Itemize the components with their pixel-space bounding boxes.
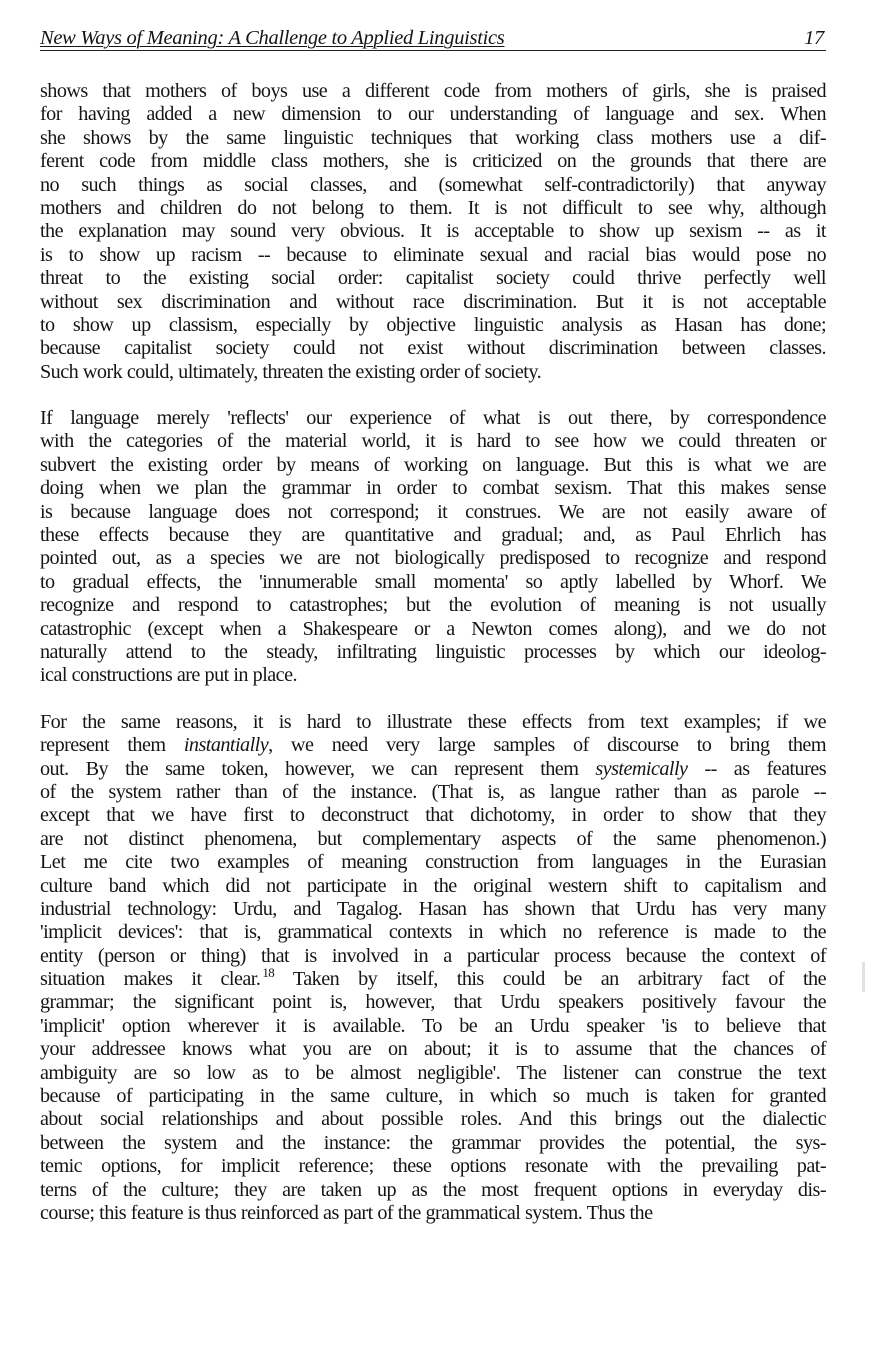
text-line: represent them instantially, we need very large samples of discourse to bring them xyxy=(40,734,826,757)
running-head-title: New Ways of Meaning: A Challenge to Applied Linguistics xyxy=(40,27,505,49)
text-line: course; this feature is thus reinforced as part of the grammatical system. Thus the xyxy=(40,1201,653,1224)
text-line: to gradual effects, the 'innumerable small momenta' so aptly labelled by Whorf. We xyxy=(40,570,826,593)
text-line: because capitalist society could not exist without discrimination between classes. xyxy=(40,337,826,360)
text-line: For the same reasons, it is hard to illustrate these effects from text examples; if we xyxy=(40,710,826,733)
text-line: 'implicit devices': that is, grammatical contexts in which no reference is made to the xyxy=(40,921,826,944)
text-line: situation makes it clear. $^{18}$ Taken by itself, this could be an arbitrary fact of the xyxy=(40,965,826,991)
text-line: 'implicit' option wherever it is available. To be an Urdu speaker 'is to believe that xyxy=(40,1014,826,1037)
text-line: of the system rather than of the instance. (That is, as langue rather than as parole -- xyxy=(40,780,826,803)
body-text xyxy=(40,80,826,1225)
text-line: out. By the same token, however, we can represent them systemically -- as features xyxy=(40,757,826,780)
text-line: grammar; the significant point is, however, that Urdu speakers positively favour the xyxy=(40,991,826,1014)
text-line: Such work could, ultimately, threaten the existing order of society. xyxy=(40,360,542,383)
text-line: threat to the existing social order: capitalist society could thrive perfectly well xyxy=(40,267,826,290)
footnote-reference[interactable]: 18 xyxy=(262,965,275,981)
text-line: your addressee knows what you are on about; it is to assume that the chances of xyxy=(40,1038,826,1061)
paragraph-1 xyxy=(40,80,826,384)
scan-gutter-mark xyxy=(862,962,865,992)
text-line: recognize and respond to catastrophes; but the evolution of meaning is not usually xyxy=(40,594,826,617)
text-line: no such things as social classes, and (somewhat self-contradictorily) that anyway xyxy=(40,173,826,196)
text-line: without sex discrimination and without race discrimination. But it is not acceptable xyxy=(40,290,826,313)
text-line: is because language does not correspond; it construes. We are not easily aware of xyxy=(40,500,826,523)
text-line: temic options, for implicit reference; these options resonate with the prevailing pat- xyxy=(40,1155,826,1178)
text-line: naturally attend to the steady, infiltrating linguistic processes by which our ideolog- xyxy=(40,640,826,663)
text-line: is to show up racism -- because to eliminate sexual and racial bias would pose no xyxy=(40,243,826,266)
text-line: ambiguity are so low as to be almost negligible'. The listener can construe the text xyxy=(40,1061,826,1084)
text-line: because of participating in the same culture, in which so much is taken for granted xyxy=(40,1085,826,1108)
text-line: Let me cite two examples of meaning construction from languages in the Eurasian xyxy=(40,851,826,874)
text-line: catastrophic (except when a Shakespeare or a Newton comes along), and we do not xyxy=(40,617,826,640)
text-line: except that we have first to deconstruct that dichotomy, in order to show that they xyxy=(40,804,826,827)
emphasized-term: instantially xyxy=(183,734,269,757)
text-line: for having added a new dimension to our understanding of language and sex. When xyxy=(40,103,826,126)
text-line: culture band which did not participate in the original western shift to capitalism and xyxy=(40,874,826,897)
text-line: ical constructions are put in place. xyxy=(40,664,297,687)
text-line: ferent code from middle class mothers, she is criticized on the grounds that there are xyxy=(40,150,826,173)
text-line: between the system and the instance: the grammar provides the potential, the sys- xyxy=(40,1131,826,1154)
text-line: these effects because they are quantitative and gradual; and, as Paul Ehrlich has xyxy=(40,524,826,547)
text-line: terns of the culture; they are taken up as the most frequent options in everyday dis- xyxy=(40,1178,826,1201)
text-line: the explanation may sound very obvious. It is acceptable to show up sexism -- as it xyxy=(40,220,826,243)
paragraph-2 xyxy=(40,407,826,688)
text-line: doing when we plan the grammar in order to combat sexism. That this makes sense xyxy=(40,477,826,500)
text-line: she shows by the same linguistic techniques that working class mothers use a dif- xyxy=(40,126,826,149)
text-line: entity (person or thing) that is involved in a particular process because the context of xyxy=(40,944,826,967)
text-line: to show up classism, especially by objective linguistic analysis as Hasan has done; xyxy=(40,313,826,336)
text-line: about social relationships and about possible roles. And this brings out the dialectic xyxy=(40,1108,826,1131)
text-line: subvert the existing order by means of working on language. But this is what we are xyxy=(40,453,826,476)
text-line: with the categories of the material world, it is hard to see how we could threaten or xyxy=(40,430,826,453)
text-line: industrial technology: Urdu, and Tagalog. Hasan has shown that Urdu has very many xyxy=(40,897,826,920)
running-head xyxy=(40,26,826,51)
text-line: mothers and children do not belong to them. It is not difficult to see why, although xyxy=(40,196,826,219)
paragraph-3 xyxy=(40,711,826,1226)
emphasized-term: systemically xyxy=(595,757,688,780)
text-line: shows that mothers of boys use a different code from mothers of girls, she is praised xyxy=(40,80,826,102)
text-line: pointed out, as a species we are not biologically predisposed to recognize and respond xyxy=(40,547,826,570)
page-number: 17 xyxy=(804,27,824,49)
text-line: If language merely 'reflects' our experience of what is out there, by correspondence xyxy=(40,407,826,430)
text-line: are not distinct phenomena, but complementary aspects of the same phenomenon.) xyxy=(40,827,826,850)
